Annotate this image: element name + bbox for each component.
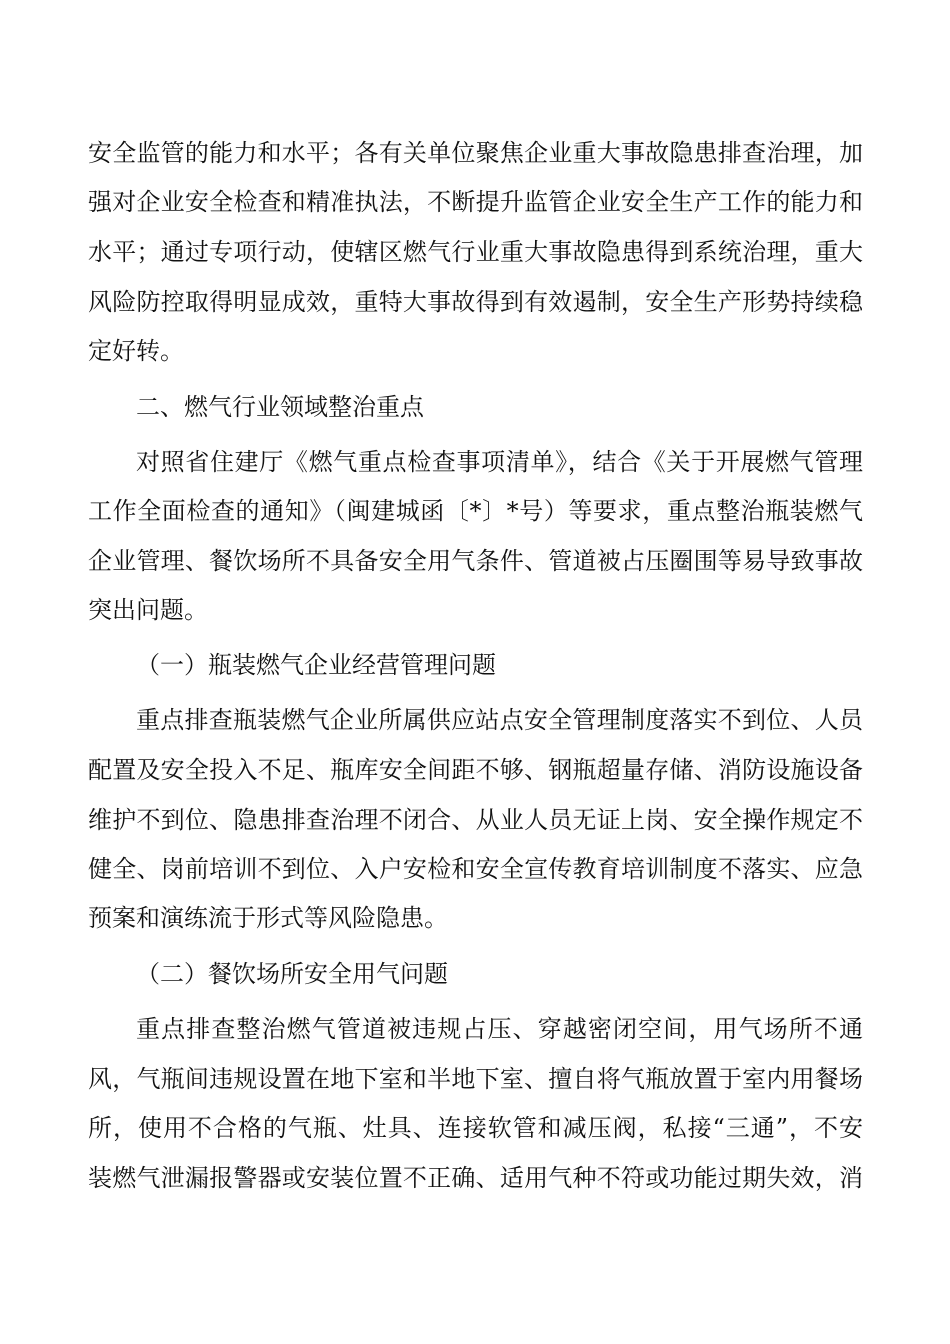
text-line: 预案和演练流于形式等风险隐患。 — [88, 904, 448, 932]
text-line: 维护不到位、隐患排查治理不闭合、从业人员无证上岗、安全操作规定不 — [88, 806, 863, 834]
text-line: 所，使用不合格的气瓶、灶具、连接软管和减压阀，私接“三通”，不安 — [88, 1114, 863, 1142]
text-line: 强对企业安全检查和精准执法，不断提升监管企业安全生产工作的能力和 — [88, 188, 863, 216]
section-heading: 二、燃气行业领域整治重点 — [136, 393, 424, 421]
text-line: 重点排查瓶装燃气企业所属供应站点安全管理制度落实不到位、人员 — [136, 706, 863, 734]
text-line: 健全、岗前培训不到位、入户安检和安全宣传教育培训制度不落实、应急 — [88, 855, 863, 883]
text-line: 突出问题。 — [88, 596, 208, 624]
subsection-heading: （二）餐饮场所安全用气问题 — [136, 960, 448, 988]
text-line: 重点排查整治燃气管道被违规占压、穿越密闭空间，用气场所不通 — [136, 1015, 863, 1043]
text-line: 装燃气泄漏报警器或安装位置不正确、适用气种不符或功能过期失效，消 — [88, 1164, 863, 1192]
text-line: 工作全面检查的通知》（闽建城函〔*〕*号）等要求，重点整治瓶装燃气 — [88, 497, 863, 525]
text-line: 风，气瓶间违规设置在地下室和半地下室、擅自将气瓶放置于室内用餐场 — [88, 1065, 863, 1093]
text-line: 配置及安全投入不足、瓶库安全间距不够、钢瓶超量存储、消防设施设备 — [88, 756, 863, 784]
text-line: 企业管理、餐饮场所不具备安全用气条件、管道被占压圈围等易导致事故 — [88, 547, 863, 575]
text-line: 定好转。 — [88, 337, 184, 365]
text-line: 安全监管的能力和水平；各有关单位聚焦企业重大事故隐患排查治理，加 — [88, 139, 863, 167]
text-line: 风险防控取得明显成效，重特大事故得到有效遏制，安全生产形势持续稳 — [88, 288, 863, 316]
subsection-heading: （一）瓶装燃气企业经营管理问题 — [136, 651, 496, 679]
text-line: 对照省住建厅《燃气重点检查事项清单》，结合《关于开展燃气管理 — [136, 448, 863, 476]
text-line: 水平；通过专项行动，使辖区燃气行业重大事故隐患得到系统治理，重大 — [88, 238, 863, 266]
